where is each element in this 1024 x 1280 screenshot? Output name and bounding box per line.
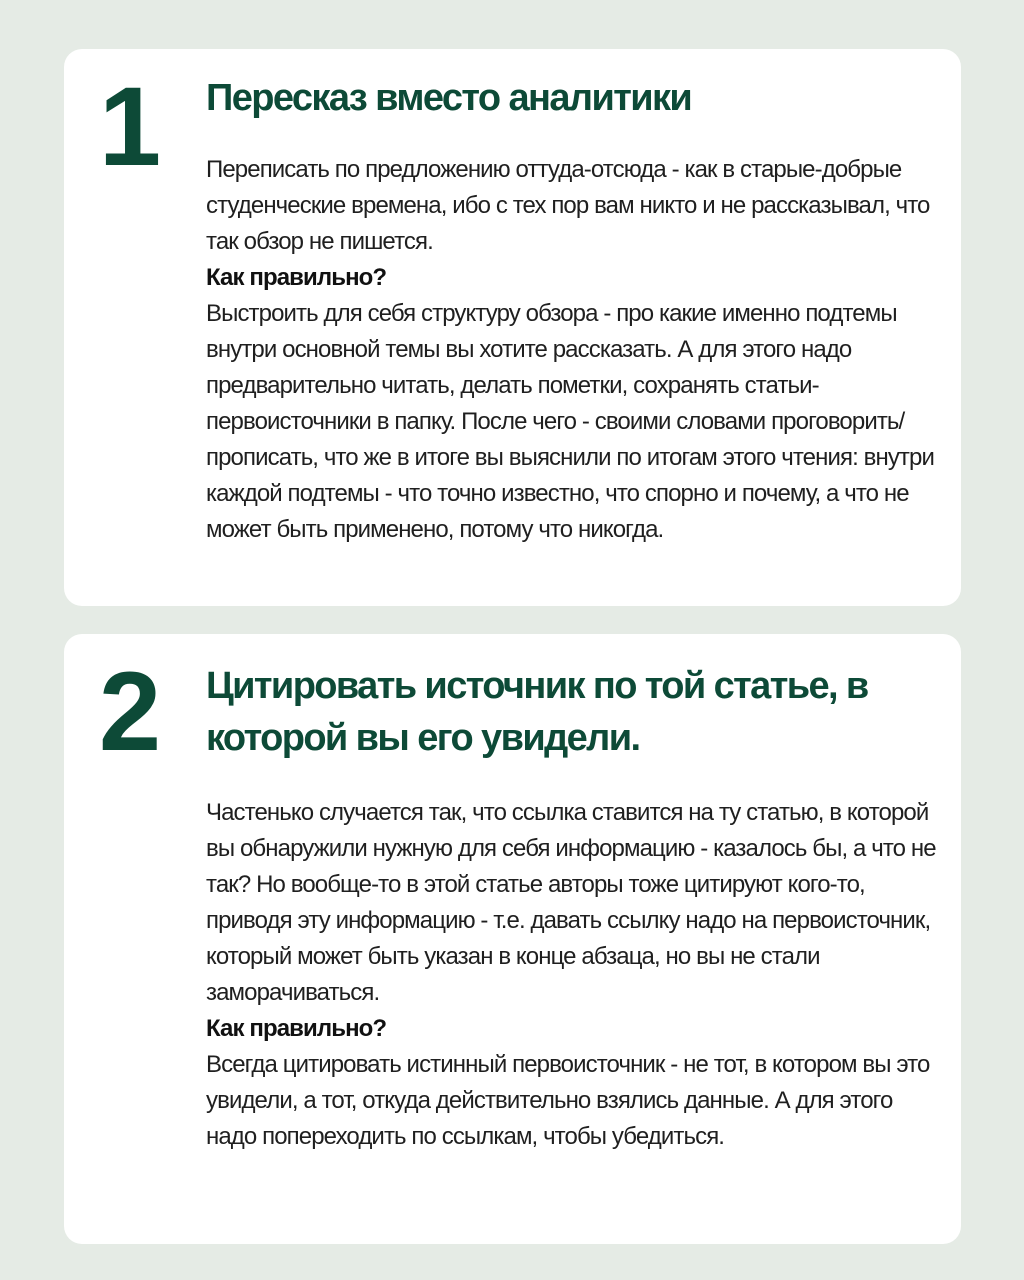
tip-problem-text-1: Переписать по предложению оттуда-отсюда - как в старые-добрые студенческие времена, ибо с тех пор вам никто и не рассказывал, что так обзор не пишется. bbox=[206, 156, 930, 255]
tip-title-2: Цитировать источник по той статье, в которой вы его увидели. bbox=[206, 665, 868, 759]
tip-number-2: 2 bbox=[98, 649, 160, 774]
tip-content-2 bbox=[206, 660, 941, 1155]
tip-solution-text-1: Выстроить для себя структуру обзора - про какие именно подтемы внутри основной темы вы хотите рассказать. А для этого надо предварительно читать, делать пометки, сохранять статьи-первоисточники в папку. После чего - своими словами проговорить/прописать, что же в итоге вы выяснили по итогам этого чтения: внутри каждой подтемы - что точно известно, что спорно и почему, а что не может быть применено, потому что никогда. bbox=[206, 300, 934, 543]
how-correct-label-2: Как правильно? bbox=[206, 1015, 387, 1042]
tip-title-1: Пересказ вместо аналитики bbox=[206, 77, 692, 119]
tip-card-2 bbox=[64, 634, 961, 1244]
tip-card-1 bbox=[64, 49, 961, 606]
tip-content-1 bbox=[206, 72, 941, 548]
tip-problem-text-2: Частенько случается так, что ссылка ставится на ту статью, в которой вы обнаружили нужную для себя информацию - казалось бы, а что не так? Но вообще-то в этой статье авторы тоже цитируют кого-то, приводя эту информацию - т.е. давать ссылку надо на первоисточник, который может быть указан в конце абзаца, но вы не стали заморачиваться. bbox=[206, 799, 936, 1006]
tip-number-1: 1 bbox=[98, 64, 160, 189]
tip-solution-text-2: Всегда цитировать истинный первоисточник - не тот, в котором вы это увидели, а тот, откуда действительно взялись данные. А для этого надо попереходить по ссылкам, чтобы убедиться. bbox=[206, 1051, 930, 1150]
how-correct-label-1: Как правильно? bbox=[206, 264, 387, 291]
